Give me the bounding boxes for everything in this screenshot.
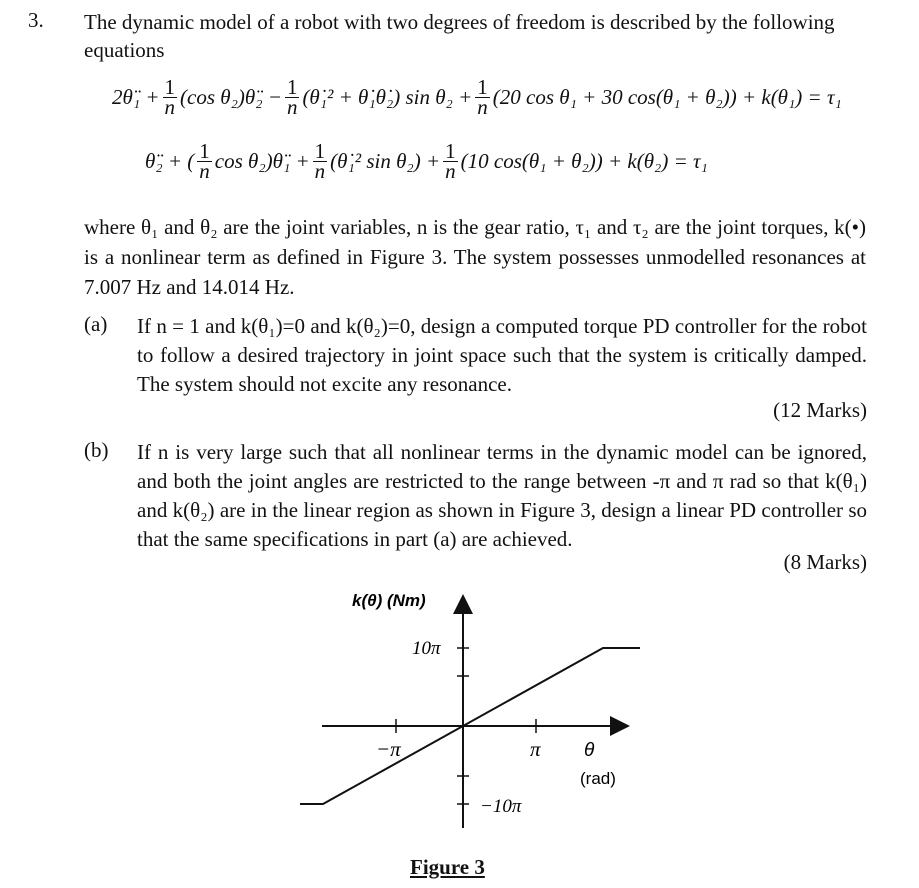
eq1-fraction-1: $\frac{1}{n}$: [164, 75, 176, 119]
eq2-term-2: (θ̇₁² sin θ₂) +: [330, 149, 441, 173]
eq2-fraction-2: $\frac{1}{n}$: [314, 139, 326, 183]
y-axis-label: k(θ) (Nm): [352, 591, 426, 610]
x-axis-label: θ: [584, 740, 595, 761]
part-b-text: If n is very large such that all nonlinear terms in the dynamic model can be ignored, and both the joint angles are restricted to the range between -π and π rad so that k(θ₁) and k(θ₂) are in the linear region as shown in Figure 3, design a linear PD controller so that the same specifications in part (a) are achieved.: [137, 440, 867, 551]
eq2-fraction-3: $\frac{1}{n}$: [445, 139, 456, 183]
question-intro: The dynamic model of a robot with two degrees of freedom is described by the following equations: [84, 10, 835, 62]
y-tick-label-neg-10pi: −10π: [480, 796, 522, 817]
eq1-term-2: (θ̇₁² + θ̇₁θ̇₂) sin θ₂ +: [302, 85, 473, 109]
eq2-fraction-1: $\frac{1}{n}$: [199, 139, 210, 183]
part-b-label: (b): [84, 438, 109, 462]
part-b-marks: (8 Marks): [783, 550, 867, 574]
eq1-lead: 2θ̈₁ +: [112, 85, 160, 109]
x-tick-label-pi: π: [530, 737, 541, 761]
part-a-text: If n = 1 and k(θ₁)=0 and k(θ₂)=0, design a computed torque PD controller for the robot to follow a desired trajectory in joint space such that the system is critically damped. The system should not excite any resonance.: [137, 314, 867, 396]
eq1-fraction-2: $\frac{1}{n}$: [286, 75, 298, 119]
eq2-term-1: cos θ₂)θ̈₁ +: [214, 149, 310, 173]
y-tick-label-10pi: 10π: [412, 638, 441, 659]
question-number: 3.: [28, 8, 44, 32]
equation-2: [145, 139, 708, 183]
equation-1: [112, 75, 842, 119]
part-a-label: (a): [84, 312, 108, 336]
eq1-term-3: (20 cos θ₁ + 30 cos(θ₁ + θ₂)) + k(θ₁) = τ₁: [492, 85, 842, 109]
x-axis-unit: (rad): [580, 769, 616, 788]
x-tick-label-neg-pi: −π: [376, 737, 401, 761]
figure-3-graph: [300, 580, 640, 850]
part-a-marks: (12 Marks): [773, 398, 867, 422]
figure-caption: Figure 3: [410, 855, 485, 879]
eq1-fraction-3: $\frac{1}{n}$: [477, 75, 488, 119]
eq2-lead: θ̈₂ + (: [145, 149, 195, 173]
eq2-term-3: (10 cos(θ₁ + θ₂)) + k(θ₂) = τ₁: [460, 149, 708, 173]
eq1-term-1: (cos θ₂)θ̈₂ −: [180, 85, 282, 109]
description-paragraph: where θ₁ and θ₂ are the joint variables, n is the gear ratio, τ₁ and τ₂ are the joint torques, k(•) is a nonlinear term as defined in Figure 3. The system possesses unmodelled resonances at 7.007 Hz and 14.014 Hz.: [84, 215, 866, 299]
